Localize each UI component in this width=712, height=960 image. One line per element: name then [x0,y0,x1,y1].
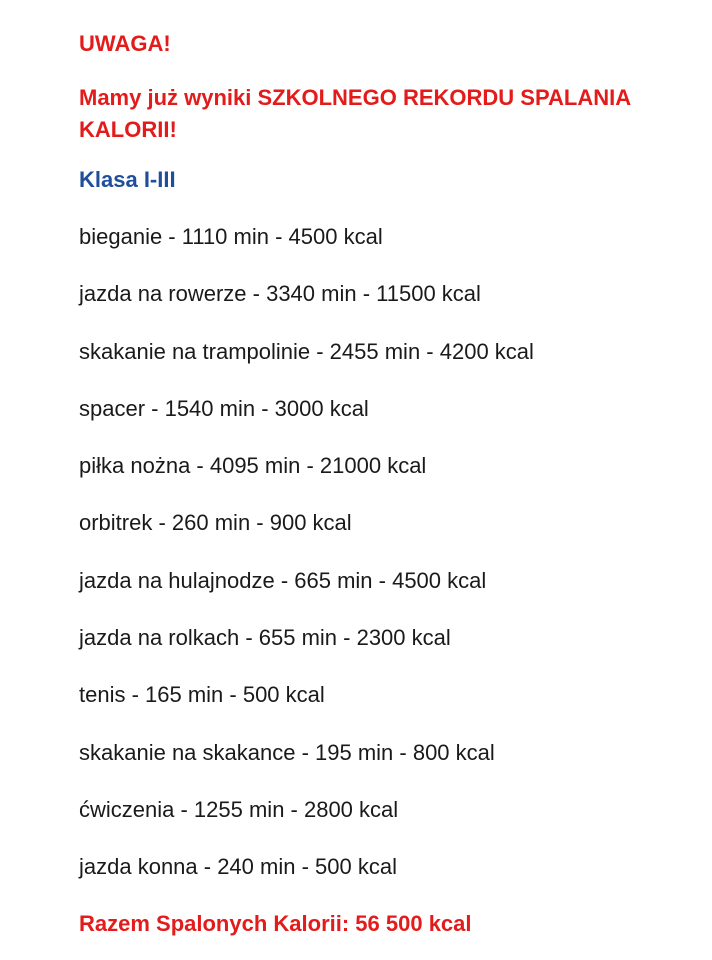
activity-item-scooter: jazda na hulajnodze - 665 min - 4500 kcal [79,567,487,593]
alert-title: UWAGA! [79,31,171,56]
class-heading: Klasa I-III [79,167,176,192]
activity-list [79,221,712,909]
activity-item-orbitrek: orbitrek - 260 min - 900 kcal [79,510,352,536]
activity-item-running: bieganie - 1110 min - 4500 kcal [79,224,383,249]
activity-item-cycling: jazda na rowerze - 3340 min - 11500 kcal [79,281,481,307]
activity-item-walk: spacer - 1540 min - 3000 kcal [79,395,369,421]
activity-item-horse-riding: jazda konna - 240 min - 500 kcal [79,854,397,880]
activity-item-trampoline: skakanie na trampolinie - 2455 min - 4200 kcal [79,338,534,364]
activity-item-jump-rope: skakanie na skakance - 195 min - 800 kcal [79,739,495,765]
total-calories: Razem Spalonych Kalorii: 56 500 kcal [79,911,472,937]
activity-item-football: piłka nożna - 4095 min - 21000 kcal [79,453,427,479]
activity-item-exercises: ćwiczenia - 1255 min - 2800 kcal [79,796,399,822]
activity-item-tennis: tenis - 165 min - 500 kcal [79,682,325,708]
alert-message: Mamy już wyniki SZKOLNEGO REKORDU SPALANIA KALORII! [79,85,631,142]
activity-item-rollerblades: jazda na rolkach - 655 min - 2300 kcal [79,625,451,651]
